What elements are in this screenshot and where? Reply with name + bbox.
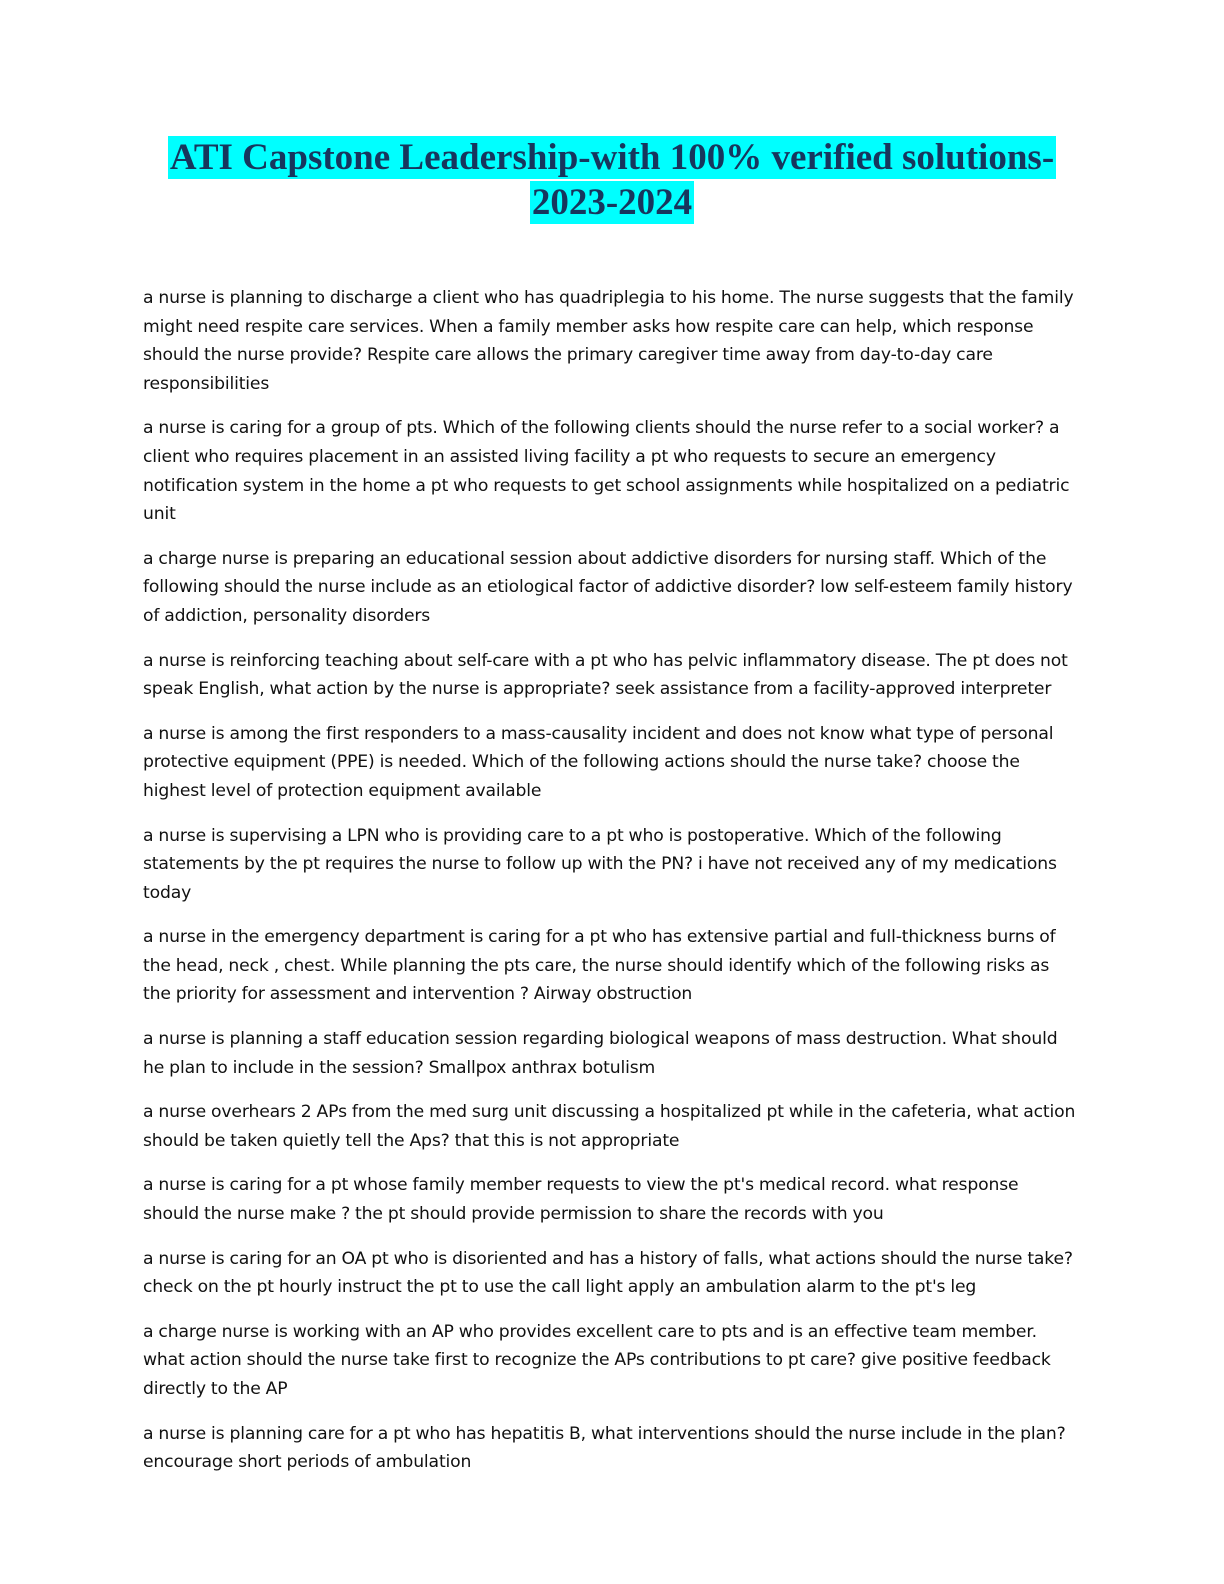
qa-item: a nurse is among the first responders to a mass-causality incident and does not know what type of personal protective equipment (PPE) is needed. Which of the following actions should the nurse take? choose the highest level of protection equipment available: [143, 723, 1054, 801]
title-line-1: ATI Capstone Leadership-with 100% verified solutions-: [169, 137, 1055, 178]
qa-item: a nurse is caring for a pt whose family member requests to view the pt's medical record. what response should the nurse make ? the pt should provide permission to share the records with you: [143, 1175, 1019, 1225]
document-title: [0, 136, 1224, 226]
qa-item: a nurse is caring for an OA pt who is disoriented and has a history of falls, what actions should the nurse take? check on the pt hourly instruct the pt to use the call light apply an ambulation alarm to the pt's leg: [143, 1248, 1073, 1298]
title-line-2: 2023-2024: [531, 182, 693, 223]
qa-item: a nurse is reinforcing teaching about self-care with a pt who has pelvic inflammatory disease. The pt does not speak English, what action by the nurse is appropriate? seek assistance from a facility-approved interpreter: [143, 650, 1068, 700]
qa-item: a nurse overhears 2 APs from the med surg unit discussing a hospitalized pt while in the cafeteria, what action should be taken quietly tell the Aps? that this is not appropriate: [143, 1102, 1076, 1151]
qa-item: a nurse in the emergency department is caring for a pt who has extensive partial and full-thickness burns of the head, neck , chest. While planning the pts care, the nurse should identify which of the following risks as the priority for assessment and intervention ? Airway obstruction: [143, 927, 1056, 1005]
qa-item: a charge nurse is working with an AP who provides excellent care to pts and is an effective team member. what action should the nurse take first to recognize the APs contributions to pt care? give positive feedback directly to the AP: [143, 1321, 1051, 1399]
qa-list: [143, 284, 1078, 1493]
qa-item: a nurse is caring for a group of pts. Which of the following clients should the nurse refer to a social worker? a client who requires placement in an assisted living facility a pt who requests to secure an emergency notification system in the home a pt who requests to get school assignments while hospitalized on a pediatric unit: [143, 418, 1070, 525]
qa-item: a nurse is planning a staff education session regarding biological weapons of mass destruction. What should he plan to include in the session? Smallpox anthrax botulism: [143, 1029, 1058, 1078]
qa-item: a nurse is planning care for a pt who has hepatitis B, what interventions should the nurse include in the plan? encourage short periods of ambulation: [143, 1423, 1066, 1473]
qa-item: a charge nurse is preparing an educational session about addictive disorders for nursing staff. Which of the following should the nurse include as an etiological factor of addictive disorder? low self-esteem family history of addiction, personality disorders: [143, 548, 1073, 626]
qa-item: a nurse is planning to discharge a client who has quadriplegia to his home. The nurse suggests that the family might need respite care services. When a family member asks how respite care can help, which response should the nurse provide? Respite care allows the primary caregiver time away from day-to-day care responsibilities: [143, 288, 1074, 394]
qa-item: a nurse is supervising a LPN who is providing care to a pt who is postoperative. Which of the following statements by the pt requires the nurse to follow up with the PN? i have not received any of my medications today: [143, 825, 1057, 903]
